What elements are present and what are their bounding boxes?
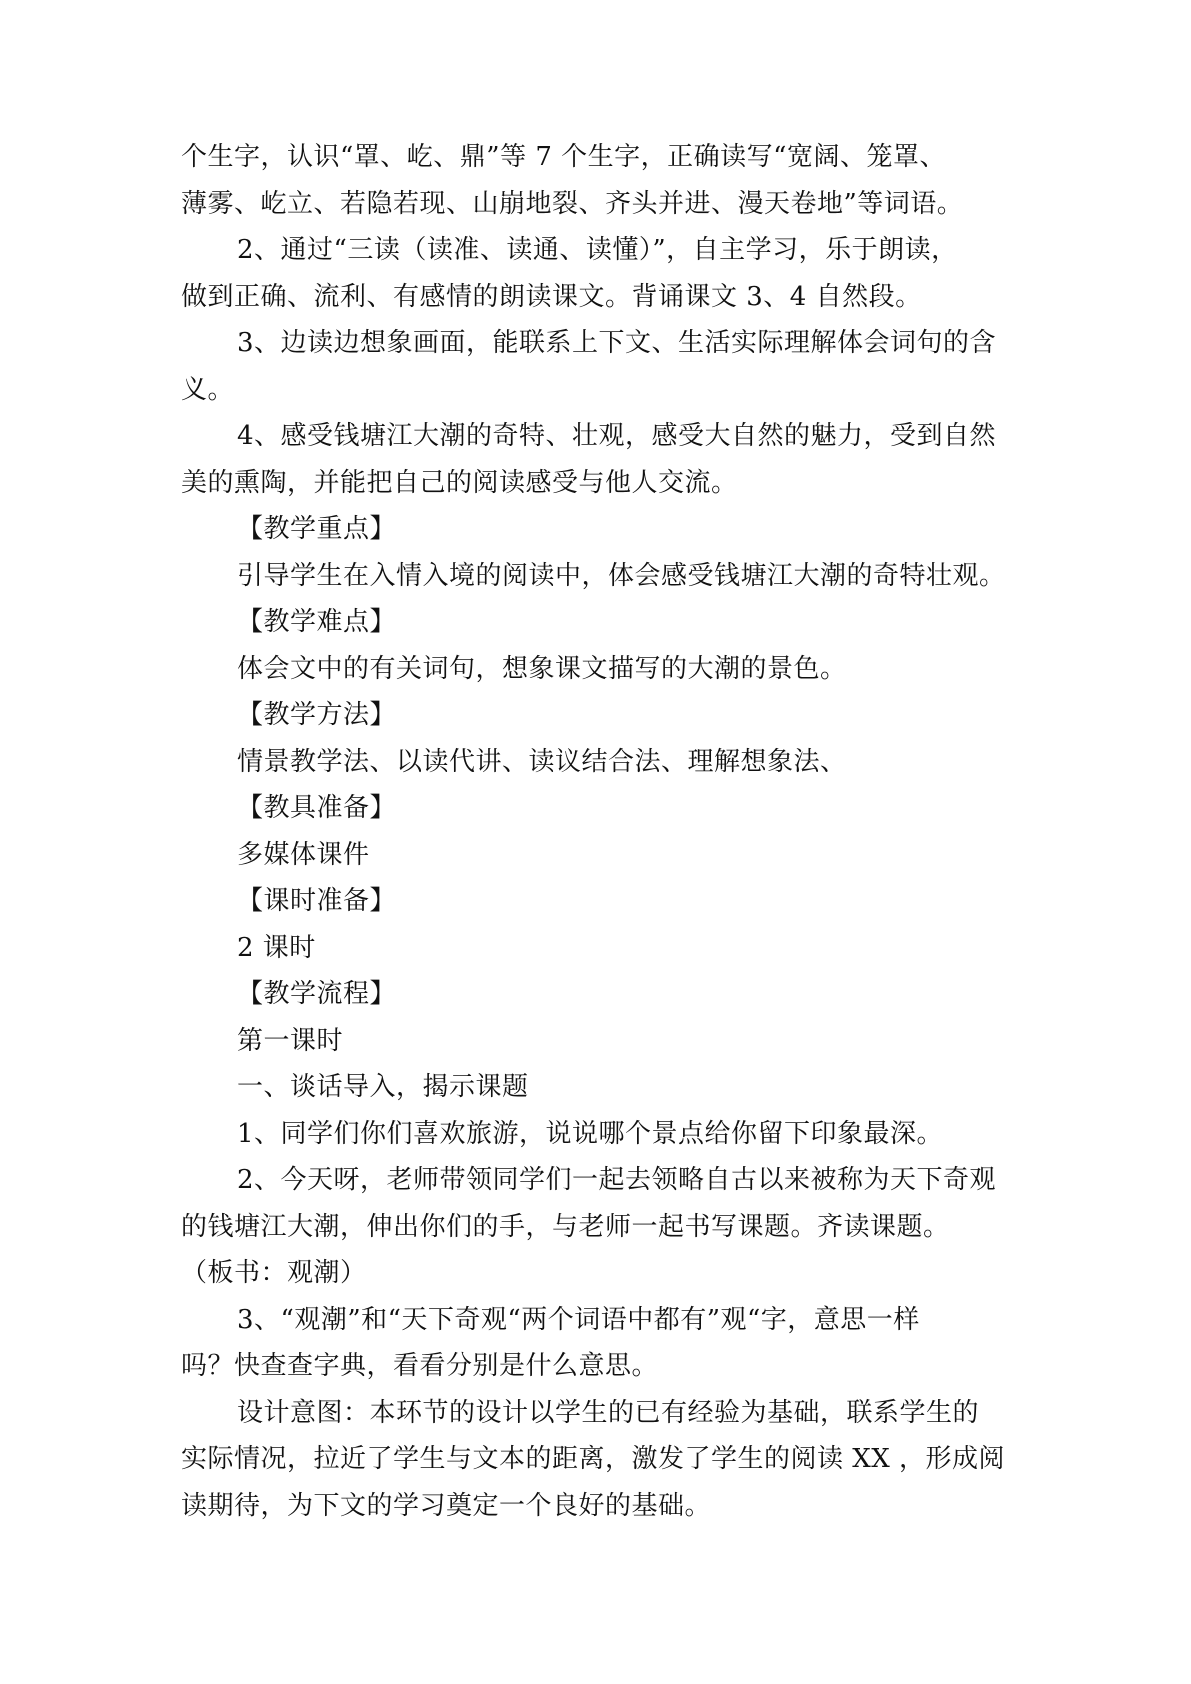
periods-heading: 【课时准备】 bbox=[237, 886, 397, 916]
step-3-paragraph bbox=[181, 1297, 1027, 1390]
methods-text: 情景教学法、以读代讲、读议结合法、理解想象法、 bbox=[237, 746, 847, 777]
objective-1-line-1: 个生字，认识“罩、屹、鼎”等 7 个生字，正确读写“宽阔、笼罩、 bbox=[181, 142, 946, 172]
periods-text: 2 课时 bbox=[237, 932, 316, 963]
tools-text: 多媒体课件 bbox=[237, 839, 370, 870]
objective-3-paragraph bbox=[181, 320, 1027, 413]
key-points-heading: 【教学重点】 bbox=[237, 514, 397, 544]
objective-4-line-2: 美的熏陶，并能把自己的阅读感受与他人交流。 bbox=[181, 467, 738, 498]
design-intent-line-2: 实际情况，拉近了学生与文本的距离，激发了学生的阅读 XX ，形成阅 bbox=[181, 1444, 1006, 1474]
design-intent-paragraph bbox=[181, 1390, 1027, 1530]
step-3-line-2: 吗？快查查字典，看看分别是什么意思。 bbox=[181, 1351, 659, 1381]
design-intent-line-1: 设计意图：本环节的设计以学生的已有经验为基础，联系学生的 bbox=[237, 1397, 980, 1428]
objective-3-line-2: 义。 bbox=[181, 374, 235, 405]
process-heading: 【教学流程】 bbox=[237, 979, 397, 1009]
step-1-text: 1、同学们你们喜欢旅游，说说哪个景点给你留下印象最深。 bbox=[237, 1118, 944, 1149]
section-1-title: 一、谈话导入，揭示课题 bbox=[237, 1072, 529, 1102]
first-period-title: 第一课时 bbox=[237, 1025, 344, 1056]
objective-3-line-1: 3、边读边想象画面，能联系上下文、生活实际理解体会词句的含 bbox=[237, 328, 997, 358]
objective-2-line-1: 2、通过“三读（读准、读通、读懂）”，自主学习，乐于朗读， bbox=[237, 235, 958, 265]
document-body bbox=[181, 134, 1027, 1529]
tools-heading: 【教具准备】 bbox=[237, 793, 397, 823]
difficulties-heading: 【教学难点】 bbox=[237, 607, 397, 637]
difficulties-text: 体会文中的有关词句，想象课文描写的大潮的景色。 bbox=[237, 653, 847, 684]
objective-1-line-2: 薄雾、屹立、若隐若现、山崩地裂、齐头并进、漫天卷地”等词语。 bbox=[181, 188, 964, 219]
objective-2-paragraph bbox=[181, 227, 1027, 320]
step-2-paragraph bbox=[181, 1157, 1027, 1297]
step-2-line-3: （板书：观潮） bbox=[181, 1258, 367, 1288]
objective-4-line-1: 4、感受钱塘江大潮的奇特、壮观，感受大自然的魅力，受到自然 bbox=[237, 421, 997, 451]
objective-2-line-2: 做到正确、流利、有感情的朗读课文。背诵课文 3、4 自然段。 bbox=[181, 281, 922, 312]
step-2-line-2: 的钱塘江大潮，伸出你们的手，与老师一起书写课题。齐读课题。 bbox=[181, 1211, 950, 1242]
design-intent-line-3: 读期待，为下文的学习奠定一个良好的基础。 bbox=[181, 1490, 712, 1521]
objective-4-paragraph bbox=[181, 413, 1027, 506]
step-3-line-1: 3、“观潮”和“天下奇观“两个词语中都有”观“字，意思一样 bbox=[237, 1304, 920, 1335]
key-points-text: 引导学生在入情入境的阅读中，体会感受钱塘江大潮的奇特壮观。 bbox=[237, 560, 1006, 591]
step-2-line-1: 2、今天呀，老师带领同学们一起去领略自古以来被称为天下奇观 bbox=[237, 1165, 997, 1195]
methods-heading: 【教学方法】 bbox=[237, 700, 397, 730]
objective-1-paragraph bbox=[181, 134, 1027, 227]
